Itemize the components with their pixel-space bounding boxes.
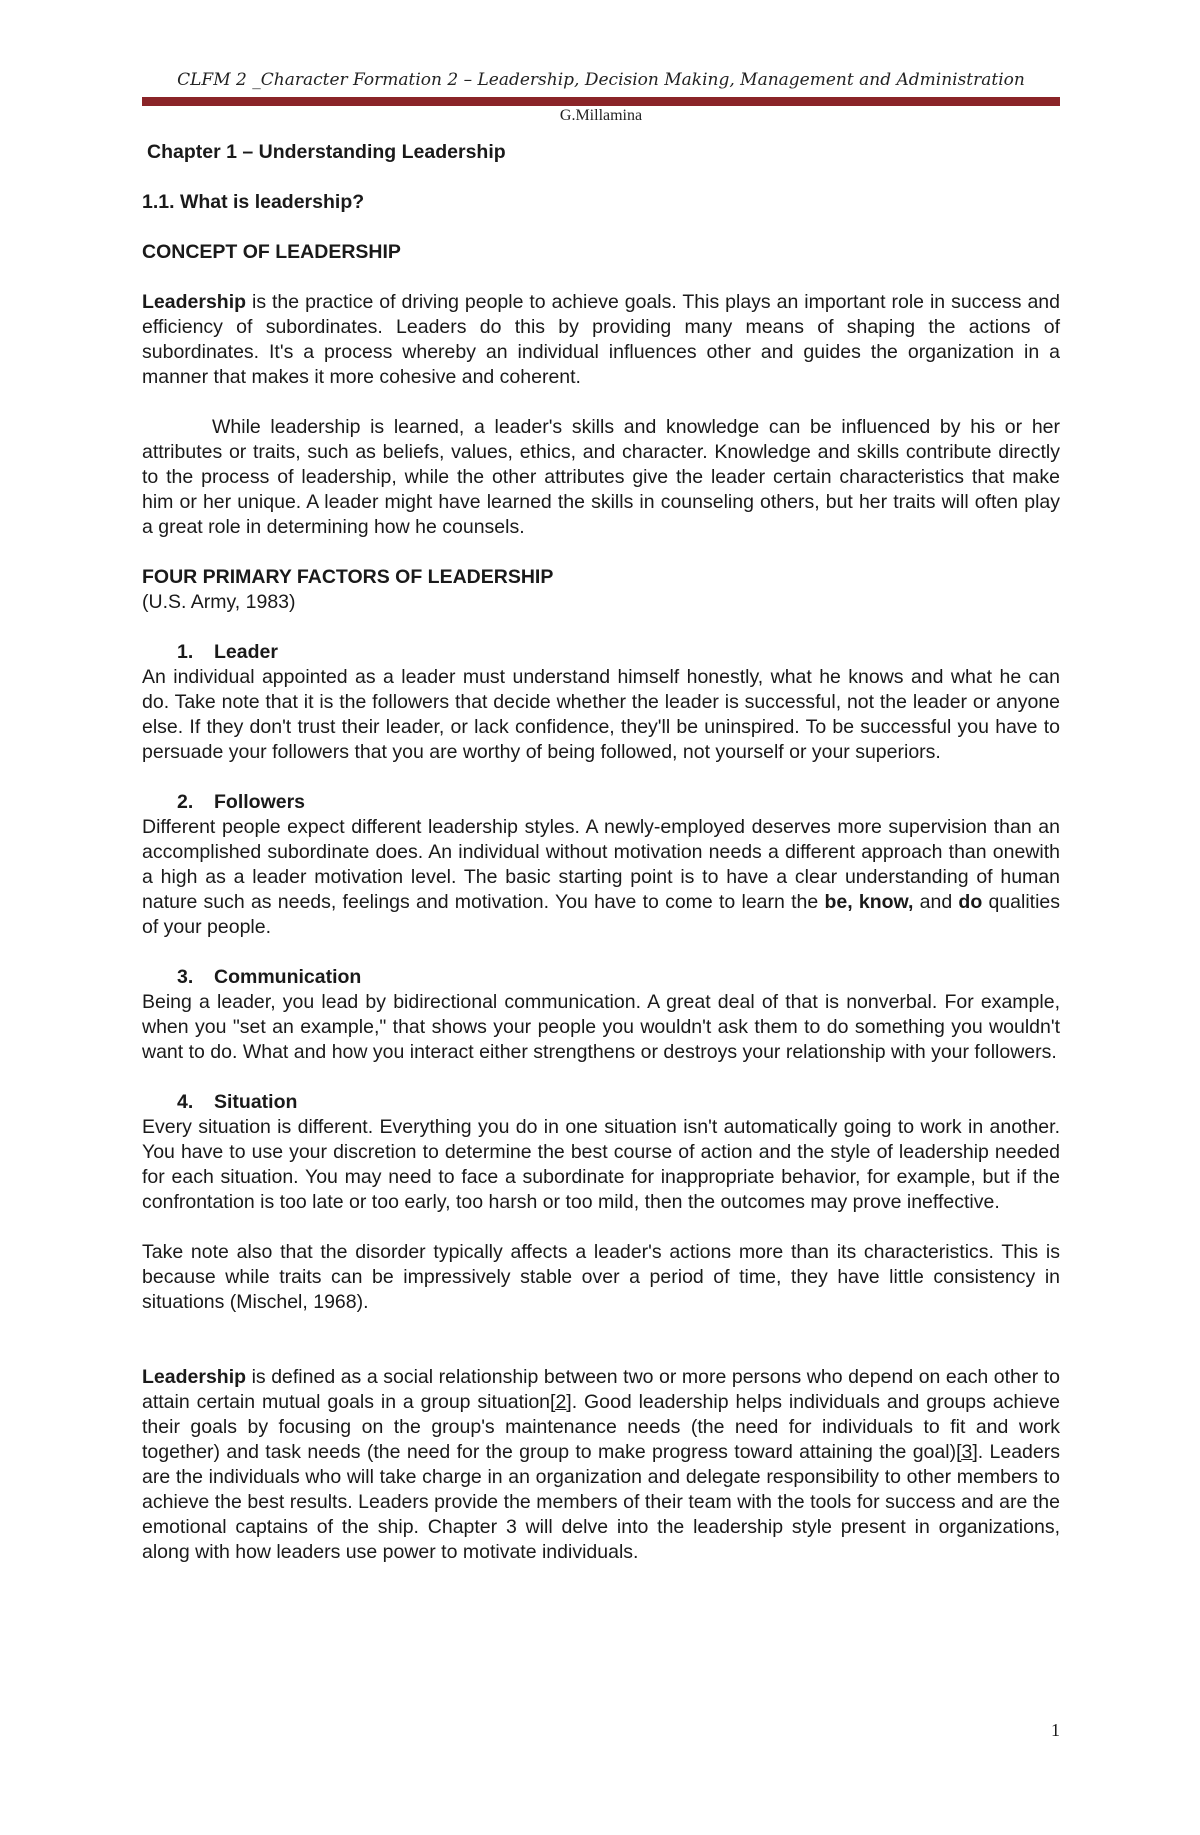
factor-heading-leader bbox=[142, 640, 1060, 665]
factor-text-followers bbox=[142, 815, 1060, 940]
factor-number: 2. bbox=[177, 791, 194, 813]
header-rule bbox=[142, 97, 1060, 106]
factors-heading: FOUR PRIMARY FACTORS OF LEADERSHIP bbox=[142, 566, 554, 588]
factor-title: Situation bbox=[214, 1091, 298, 1113]
running-header-title: CLFM 2 _Character Formation 2 – Leadership, Decision Making, Management and Administration bbox=[177, 70, 1025, 90]
definition-paragraph bbox=[142, 1365, 1060, 1565]
do-bold: do bbox=[958, 891, 983, 913]
definition-text-1: is defined as a social relationship between two or more persons who depend on each other to attain certain mutual goals in a group situation bbox=[142, 1366, 1060, 1413]
followers-text-c: qualities of your people. bbox=[142, 891, 1061, 938]
document-body bbox=[142, 140, 1060, 1565]
factor-title: Followers bbox=[214, 791, 306, 813]
followers-text-a: Different people expect different leadership styles. A newly-employed deserves more supervision than an accomplished subordinate does. An individual without motivation needs a different approach than onewith a high as a leader motivation level. The basic starting point is to have a clear understanding of human nature such as needs, feelings and motivation. You have to come to learn the bbox=[142, 816, 1060, 913]
concept-paragraph-1 bbox=[142, 290, 1060, 390]
page-number: 1 bbox=[1051, 1720, 1060, 1740]
factor-heading-situation bbox=[142, 1090, 1060, 1115]
factor-text-situation: Every situation is different. Everything you do in one situation isn't automatically going to work in another. You have to use your discretion to determine the best course of action and the style of leadership needed for each situation. You may need to face a subordinate for inappropriate behavior, for example, but if the confrontation is too late or too early, too harsh or too mild, then the outcomes may prove ineffective. bbox=[142, 1116, 1060, 1213]
factors-note: Take note also that the disorder typically affects a leader's actions more than its characteristics. This is because while traits can be impressively stable over a period of time, they have little consistency in situations (Mischel, 1968). bbox=[142, 1241, 1060, 1313]
factor-text-communication: Being a leader, you lead by bidirectional communication. A great deal of that is nonverbal. For example, when you "set an example," that shows your people you wouldn't ask them to do something you wouldn't want to do. What and how you interact either strengthens or destroys your relationship with your followers. bbox=[142, 991, 1060, 1063]
factor-title: Communication bbox=[214, 966, 362, 988]
concept-paragraph-2: While leadership is learned, a leader's skills and knowledge can be influenced by his or her attributes or traits, such as beliefs, values, ethics, and character. Knowledge and skills contribute directly to the process of leadership, while the other attributes give the leader certain characteristics that make him or her unique. A leader might have learned the skills in counseling others, but her traits will often play a great role in determining how he counsels. bbox=[142, 416, 1060, 538]
definition-text-2: . Good leadership helps individuals and groups achieve their goals by focusing on the group's maintenance needs (the need for individuals to fit and work together) and task needs (the need for the group to make progress toward attaining the goal) bbox=[142, 1391, 1060, 1463]
reference-link-2[interactable]: [2] bbox=[550, 1391, 572, 1413]
factor-heading-communication bbox=[142, 965, 1060, 990]
factor-title: Leader bbox=[214, 641, 278, 663]
factor-number: 4. bbox=[177, 1091, 194, 1113]
factor-heading-followers bbox=[142, 790, 1060, 815]
factor-text-leader: An individual appointed as a leader must understand himself honestly, what he knows and what he can do. Take note that it is the followers that decide whether the leader is successful, not the leader or anyone else. If they don't trust their leader, or lack confidence, they'll be uninspired. To be successful you have to persuade your followers that you are worthy of being followed, not yourself or your superiors. bbox=[142, 666, 1060, 763]
chapter-title: Chapter 1 – Understanding Leadership bbox=[147, 141, 506, 163]
factor-number: 1. bbox=[177, 641, 194, 663]
factors-source: (U.S. Army, 1983) bbox=[142, 591, 296, 613]
be-know-bold: be, know, bbox=[824, 891, 914, 913]
factor-number: 3. bbox=[177, 966, 194, 988]
reference-link-3[interactable]: [3] bbox=[956, 1441, 978, 1463]
definition-text-3: . Leaders are the individuals who will take charge in an organization and delegate responsibility to other members to achieve the best results. Leaders provide the members of their team with the tools for success and are the emotional captains of the ship. Chapter 3 will delve into the leadership style present in organizations, along with how leaders use power to motivate individuals. bbox=[142, 1441, 1060, 1563]
section-title: 1.1. What is leadership? bbox=[142, 191, 365, 213]
concept-text-1: is the practice of driving people to achieve goals. This plays an important role in success and efficiency of subordinates. Leaders do this by providing many means of shaping the actions of subordinates. It's a process whereby an individual influences other and guides the organization in a manner that makes it more cohesive and coherent. bbox=[142, 291, 1060, 388]
header-author: G.Millamina bbox=[559, 107, 643, 124]
leadership-term: Leadership bbox=[142, 291, 247, 313]
concept-heading: CONCEPT OF LEADERSHIP bbox=[142, 241, 401, 263]
definition-term: Leadership bbox=[142, 1366, 247, 1388]
followers-text-b: and bbox=[913, 891, 959, 913]
